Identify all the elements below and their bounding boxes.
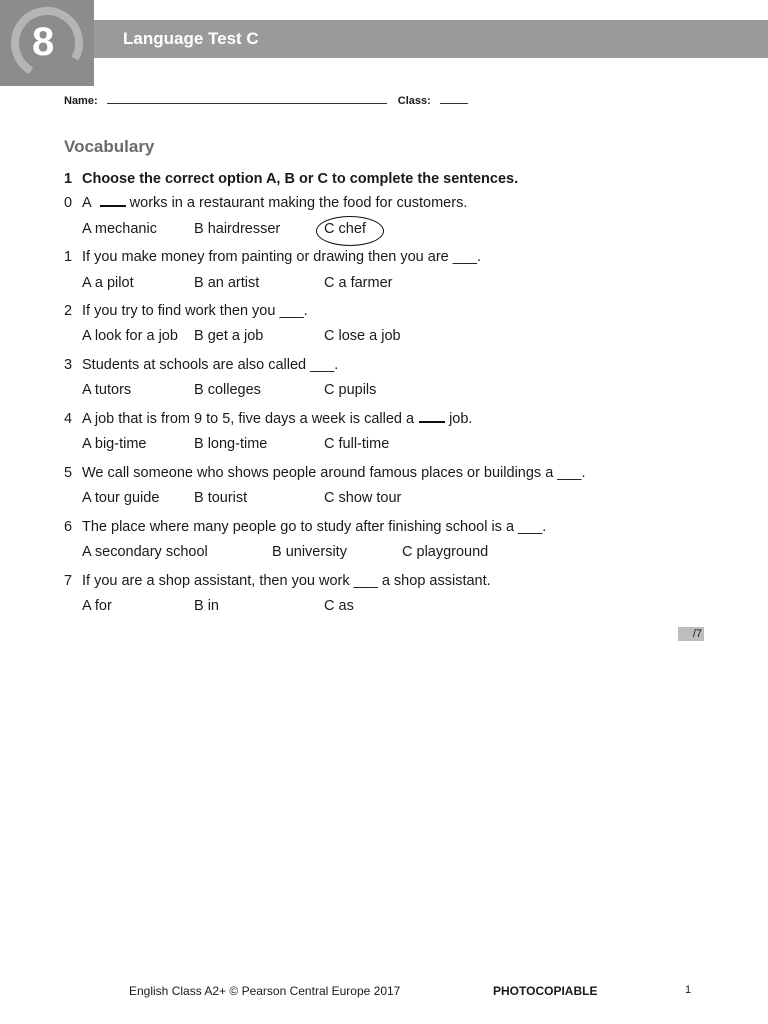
section-title: Vocabulary [64, 137, 155, 156]
option-b[interactable]: B university [272, 544, 347, 560]
question-text-end: works in a restaurant making the food for customers. [129, 195, 468, 211]
page-title: Language Test C [123, 29, 259, 48]
question-text [82, 195, 467, 211]
option-a[interactable]: A a pilot [82, 275, 134, 291]
option-c[interactable]: C as [324, 598, 354, 614]
question-text: The place where many people go to study after finishing school is a ___. [82, 519, 547, 535]
option-b[interactable]: B long-time [194, 436, 268, 452]
option-b[interactable]: B get a job [194, 328, 264, 344]
option-b[interactable]: B in [194, 598, 219, 614]
question-text [82, 411, 472, 427]
answer-gap [100, 197, 126, 207]
option-c[interactable]: C a farmer [324, 275, 393, 291]
question-text: We call someone who shows people around famous places or buildings a ___. [82, 465, 586, 481]
option-c[interactable]: C show tour [324, 490, 402, 506]
option-a[interactable]: A tutors [82, 382, 132, 398]
question-number: 3 [64, 357, 73, 373]
question-text: Students at schools are also called ___. [82, 357, 339, 373]
footer-copyright: English Class A2+ © Pearson Central Europe 2017 [129, 984, 401, 998]
unit-badge [0, 0, 94, 86]
question-number: 0 [64, 195, 73, 211]
option-a[interactable]: A mechanic [82, 221, 157, 237]
option-a[interactable]: A for [82, 598, 112, 614]
exercise-number: 1 [64, 171, 73, 187]
option-a[interactable]: A tour guide [82, 490, 160, 506]
name-class-line [64, 95, 468, 107]
question-text: If you are a shop assistant, then you work ___ a shop assistant. [82, 573, 491, 589]
option-a[interactable]: A big-time [82, 436, 147, 452]
option-b[interactable]: B colleges [194, 382, 261, 398]
question-number: 2 [64, 303, 73, 319]
question-text: If you make money from painting or drawing then you are ___. [82, 249, 481, 265]
answer-gap [419, 413, 445, 423]
question-number: 4 [64, 411, 73, 427]
question-number: 1 [64, 249, 73, 265]
question-text-end: job. [449, 411, 473, 427]
question-text-start: A [82, 195, 92, 211]
option-b[interactable]: B hairdresser [194, 221, 281, 237]
title-bar [94, 20, 768, 58]
exercise-instruction [64, 171, 518, 187]
question-number: 6 [64, 519, 73, 535]
option-b[interactable]: B tourist [194, 490, 248, 506]
answer-circle [316, 216, 384, 246]
name-label: Name: [64, 95, 98, 107]
unit-number: 8 [32, 20, 55, 64]
score-box: /7 [678, 627, 704, 641]
option-c[interactable]: C chef [324, 221, 366, 237]
option-a[interactable]: A look for a job [82, 328, 178, 344]
question-text-start: A job that is from 9 to 5, five days a week is called a [82, 411, 415, 427]
instruction-text: Choose the correct option A, B or C to complete the sentences. [82, 171, 519, 187]
option-c[interactable]: C lose a job [324, 328, 401, 344]
option-c[interactable]: C playground [402, 544, 489, 560]
footer-photocopiable: PHOTOCOPIABLE [493, 984, 598, 998]
option-b[interactable]: B an artist [194, 275, 260, 291]
option-c[interactable]: C pupils [324, 382, 377, 398]
page-number: 1 [685, 984, 692, 996]
name-field[interactable] [107, 103, 387, 104]
class-label: Class: [397, 95, 431, 107]
class-field[interactable] [440, 103, 468, 104]
option-a[interactable]: A secondary school [82, 544, 208, 560]
option-c[interactable]: C full-time [324, 436, 390, 452]
question-number: 7 [64, 573, 73, 589]
question-text: If you try to find work then you ___. [82, 303, 308, 319]
question-number: 5 [64, 465, 73, 481]
